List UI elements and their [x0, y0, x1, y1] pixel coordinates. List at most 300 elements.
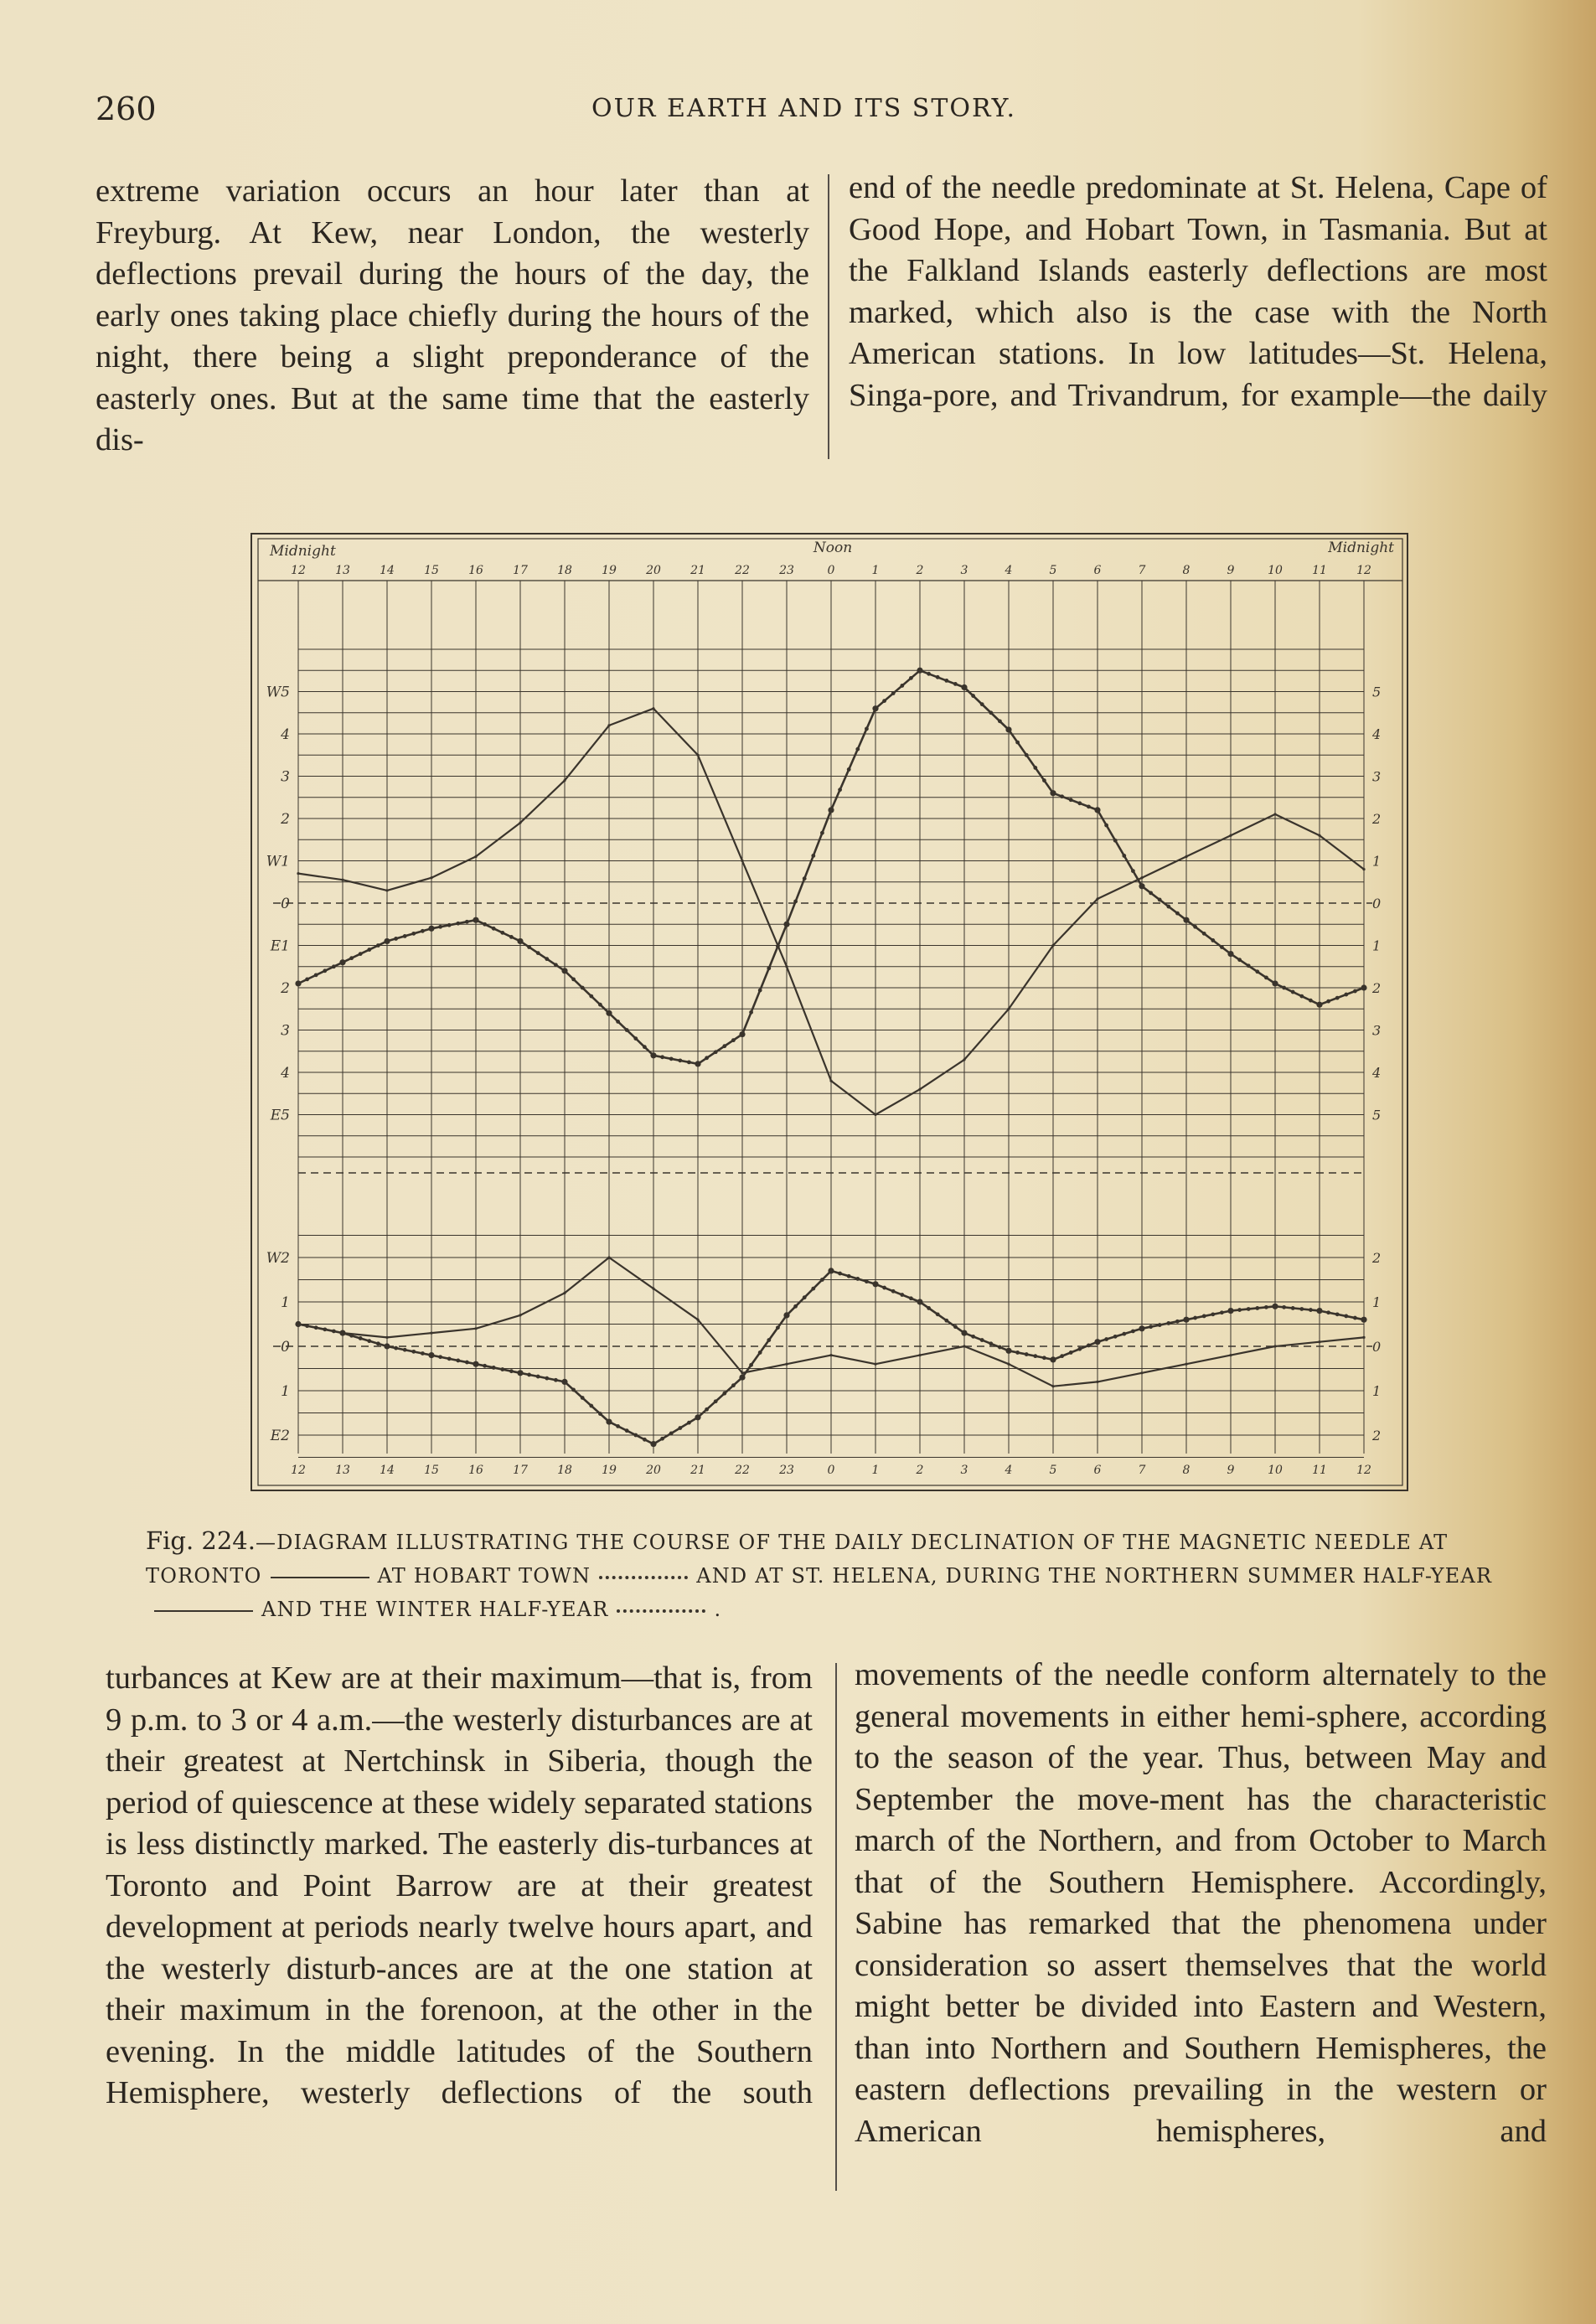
lower-dot-st-helena-winter-half-year [1060, 1354, 1064, 1358]
lower-dot-st-helena-winter-half-year [633, 1433, 638, 1438]
hour-label-bottom: 12 [1356, 1464, 1371, 1477]
upper-dot-hobart-town [1033, 766, 1037, 770]
upper-point-hobart-town [428, 926, 434, 932]
hour-label-bottom: 10 [1268, 1464, 1283, 1477]
caption-part-1: —DIAGRAM ILLUSTRATING THE COURSE OF THE DAILY DECLINATION OF THE MAGNETIC NEEDLE AT TORONTO [146, 1531, 1449, 1588]
upper-dot-hobart-town [438, 925, 442, 929]
lower-dot-st-helena-winter-half-year [571, 1388, 576, 1392]
upper-dot-hobart-town [1122, 854, 1126, 858]
upper-dot-hobart-town [1264, 975, 1268, 979]
figure-number: Fig. 224. [146, 1526, 256, 1555]
lower-dot-st-helena-winter-half-year [847, 1274, 851, 1278]
lower-dot-st-helena-winter-half-year [803, 1295, 807, 1299]
lower-dot-st-helena-winter-half-year [882, 1286, 886, 1290]
upper-dot-hobart-town [678, 1058, 682, 1062]
lower-dot-st-helena-winter-half-year [998, 1345, 1002, 1350]
upper-dot-hobart-town [1025, 753, 1029, 757]
upper-dot-hobart-town [456, 922, 460, 926]
upper-point-hobart-town [339, 959, 345, 965]
hour-label-top: 0 [827, 564, 835, 577]
lower-right-axis-label: 1 [1372, 1383, 1382, 1399]
upper-dot-hobart-town [411, 932, 416, 936]
hour-label-bottom: 13 [335, 1464, 350, 1477]
upper-dot-hobart-town [793, 900, 798, 904]
upper-dot-hobart-town [1282, 986, 1286, 990]
lower-dot-st-helena-winter-half-year [332, 1330, 336, 1334]
upper-dot-hobart-town [1237, 958, 1242, 962]
lower-point-st-helena-winter-half-year [1316, 1308, 1322, 1314]
lower-point-st-helena-winter-half-year [783, 1312, 789, 1318]
upper-right-axis-label: 5 [1372, 1107, 1382, 1123]
lower-point-st-helena-northern-summer-half-year [474, 1327, 477, 1330]
upper-point-hobart-town [1139, 883, 1144, 889]
upper-right-axis-label: 3 [1372, 1022, 1382, 1039]
lower-dot-st-helena-winter-half-year [1220, 1310, 1224, 1314]
upper-dot-hobart-town [314, 973, 318, 977]
lower-dot-st-helena-winter-half-year [855, 1277, 860, 1281]
upper-left-axis-label: 0 [281, 896, 290, 912]
lower-point-st-helena-northern-summer-half-year [1229, 1354, 1232, 1356]
upper-dot-hobart-town [1069, 798, 1073, 802]
upper-dot-hobart-town [936, 675, 940, 679]
lower-dot-st-helena-winter-half-year [421, 1351, 425, 1356]
lower-dot-st-helena-winter-half-year [1042, 1356, 1046, 1360]
lower-point-st-helena-winter-half-year [1272, 1304, 1278, 1309]
lower-dot-st-helena-winter-half-year [314, 1325, 318, 1330]
hour-label-top: 15 [424, 564, 439, 577]
hour-label-top: 22 [735, 564, 750, 577]
hour-label-top: 5 [1049, 564, 1057, 577]
lower-left-axis-label: 1 [281, 1383, 290, 1400]
lower-point-st-helena-winter-half-year [1227, 1308, 1233, 1314]
hour-label-top: 18 [557, 564, 572, 577]
upper-dot-hobart-town [758, 989, 762, 993]
hour-label-top: 12 [291, 564, 306, 577]
upper-dot-hobart-town [376, 943, 380, 948]
caption-part-2: AT HOBART TOWN [377, 1564, 591, 1588]
lower-dot-st-helena-winter-half-year [971, 1335, 975, 1339]
lower-point-st-helena-northern-summer-half-year [1273, 1345, 1276, 1347]
lower-point-st-helena-northern-summer-half-year [1051, 1385, 1054, 1387]
lower-point-st-helena-winter-half-year [384, 1343, 390, 1349]
lower-dot-st-helena-winter-half-year [1069, 1351, 1073, 1355]
lower-point-st-helena-winter-half-year [428, 1352, 434, 1358]
upper-dot-hobart-town [714, 1050, 718, 1054]
lower-dot-st-helena-winter-half-year [1309, 1308, 1313, 1312]
upper-dot-hobart-town [1255, 969, 1259, 973]
upper-point-toronto [607, 724, 610, 726]
lower-dot-st-helena-winter-half-year [705, 1407, 709, 1412]
upper-dot-hobart-town [838, 788, 842, 792]
upper-dot-hobart-town [633, 1036, 638, 1041]
hour-label-bottom: 15 [424, 1464, 439, 1477]
upper-dot-hobart-town [1158, 898, 1162, 902]
upper-dot-hobart-town [980, 702, 984, 706]
hour-label-bottom: 5 [1049, 1464, 1057, 1477]
upper-point-toronto [385, 889, 388, 891]
upper-dot-hobart-town [820, 831, 824, 835]
upper-dot-hobart-town [803, 876, 807, 881]
lower-dot-st-helena-winter-half-year [1025, 1352, 1029, 1356]
hour-label-bottom: 1 [871, 1464, 880, 1477]
upper-dot-hobart-town [687, 1060, 691, 1064]
lower-point-st-helena-winter-half-year [650, 1441, 656, 1447]
lower-dot-st-helena-winter-half-year [323, 1327, 327, 1331]
upper-point-hobart-town [783, 922, 789, 927]
legend-solid-line-2 [154, 1610, 253, 1612]
lower-dot-st-helena-winter-half-year [936, 1312, 940, 1316]
upper-left-axis-label: 2 [281, 980, 290, 997]
hour-label-top: 21 [690, 564, 705, 577]
lower-right-axis-label: 2 [1372, 1250, 1382, 1266]
lower-dot-st-helena-winter-half-year [394, 1346, 398, 1351]
lower-dot-st-helena-winter-half-year [1113, 1335, 1118, 1339]
lower-dot-st-helena-winter-half-year [465, 1361, 469, 1365]
upper-point-toronto [1229, 834, 1232, 837]
upper-point-toronto [829, 1080, 832, 1082]
lower-left-axis-label: 0 [281, 1339, 290, 1356]
lower-dot-st-helena-winter-half-year [1211, 1312, 1215, 1316]
hour-label-top: 10 [1268, 564, 1283, 577]
upper-dot-hobart-town [465, 920, 469, 924]
lower-point-st-helena-winter-half-year [517, 1370, 523, 1376]
upper-dot-hobart-town [421, 929, 425, 933]
upper-dot-hobart-town [581, 986, 585, 990]
upper-right-axis-label: 1 [1372, 937, 1382, 954]
upper-dot-hobart-town [403, 934, 407, 938]
lower-point-st-helena-northern-summer-half-year [963, 1345, 965, 1347]
upper-dot-hobart-town [625, 1028, 629, 1032]
lower-dot-st-helena-winter-half-year [891, 1289, 896, 1294]
lower-point-st-helena-northern-summer-half-year [1318, 1340, 1320, 1343]
hour-label-bottom: 20 [646, 1464, 661, 1477]
lower-point-st-helena-winter-half-year [739, 1375, 745, 1381]
lower-dot-st-helena-winter-half-year [305, 1324, 309, 1328]
upper-right-axis-label: 1 [1372, 853, 1382, 870]
lower-point-st-helena-winter-half-year [606, 1419, 612, 1425]
upper-dot-hobart-town [1175, 912, 1180, 916]
upper-left-axis-label: 3 [281, 768, 290, 786]
upper-dot-hobart-town [767, 966, 771, 970]
upper-dot-hobart-town [447, 923, 452, 927]
caption-part-4: AND THE WINTER HALF-YEAR [261, 1598, 609, 1621]
upper-point-toronto [1185, 855, 1187, 858]
upper-left-axis-label: 2 [281, 811, 290, 828]
lower-point-st-helena-winter-half-year [828, 1268, 834, 1273]
hour-label-bottom: 4 [1005, 1464, 1013, 1477]
upper-right-axis-label: 2 [1372, 980, 1382, 996]
upper-dot-hobart-town [1077, 801, 1082, 805]
upper-left-axis-label: 3 [281, 1022, 290, 1040]
upper-dot-hobart-town [855, 747, 860, 751]
upper-point-toronto [918, 1088, 921, 1091]
lower-point-st-helena-northern-summer-half-year [1362, 1336, 1365, 1339]
upper-dot-hobart-town [660, 1055, 664, 1059]
lower-point-st-helena-winter-half-year [561, 1379, 567, 1385]
upper-dot-hobart-town [323, 968, 327, 973]
lower-dot-st-helena-winter-half-year [1158, 1323, 1162, 1327]
hour-label-top: 1 [871, 564, 880, 577]
lower-dot-st-helena-winter-half-year [953, 1325, 958, 1329]
upper-right-axis-label: 3 [1372, 768, 1382, 785]
upper-left-axis-label: E5 [270, 1107, 290, 1124]
lower-point-st-helena-northern-summer-half-year [1096, 1381, 1098, 1383]
upper-dot-hobart-town [554, 963, 558, 967]
upper-dot-hobart-town [891, 691, 896, 695]
upper-point-hobart-town [606, 1010, 612, 1016]
upper-dot-hobart-town [944, 679, 948, 683]
upper-point-hobart-town [1361, 984, 1366, 990]
lower-left-axis-label: E2 [270, 1428, 290, 1444]
page-number: 260 [96, 90, 157, 127]
upper-dot-hobart-town [1060, 794, 1064, 798]
lower-dot-st-helena-winter-half-year [545, 1376, 549, 1381]
lower-dot-st-helena-winter-half-year [1237, 1308, 1242, 1312]
lower-dot-st-helena-winter-half-year [625, 1428, 629, 1433]
upper-dot-hobart-town [1309, 999, 1313, 1003]
lower-dot-st-helena-winter-half-year [1175, 1320, 1180, 1324]
lower-point-st-helena-winter-half-year [473, 1361, 478, 1367]
upper-point-toronto [297, 872, 299, 875]
upper-point-toronto [563, 779, 566, 782]
upper-dot-hobart-town [847, 767, 851, 772]
upper-dot-hobart-town [669, 1056, 674, 1061]
lower-dot-st-helena-winter-half-year [1335, 1312, 1340, 1316]
upper-point-hobart-town [872, 705, 878, 711]
hour-label-top: 14 [380, 564, 395, 577]
upper-dot-hobart-town [705, 1056, 709, 1060]
lower-dot-st-helena-winter-half-year [367, 1339, 371, 1343]
lower-dot-st-helena-winter-half-year [767, 1338, 771, 1342]
upper-point-hobart-town [384, 938, 390, 944]
lower-dot-st-helena-winter-half-year [927, 1306, 931, 1310]
declination-diagram [248, 524, 1413, 1495]
upper-dot-hobart-town [1104, 824, 1108, 828]
lower-point-st-helena-northern-summer-half-year [430, 1332, 432, 1335]
lower-point-st-helena-winter-half-year [1361, 1317, 1366, 1323]
lower-dot-st-helena-winter-half-year [1166, 1321, 1170, 1325]
lower-dot-st-helena-winter-half-year [1353, 1316, 1357, 1320]
upper-dot-hobart-town [394, 937, 398, 941]
upper-dot-hobart-town [1220, 945, 1224, 949]
lower-dot-st-helena-winter-half-year [1193, 1316, 1197, 1320]
lower-dot-st-helena-winter-half-year [411, 1350, 416, 1354]
hour-label-top: 3 [960, 564, 968, 577]
hour-label-top: 6 [1093, 564, 1102, 577]
lower-point-st-helena-winter-half-year [1050, 1356, 1056, 1362]
legend-dotted-line [599, 1576, 688, 1579]
upper-point-toronto [652, 707, 654, 710]
lower-dot-st-helena-winter-half-year [989, 1341, 993, 1345]
upper-point-hobart-town [517, 938, 523, 944]
figure-caption [146, 1524, 1511, 1626]
hour-label-top: 20 [646, 564, 661, 577]
upper-dot-hobart-town [909, 676, 913, 680]
lower-dot-st-helena-winter-half-year [1299, 1307, 1304, 1311]
lower-dot-st-helena-winter-half-year [1326, 1310, 1330, 1314]
hour-label-top: 7 [1138, 564, 1146, 577]
upper-dot-hobart-town [900, 684, 904, 688]
upper-point-toronto [963, 1058, 965, 1061]
upper-point-hobart-town [1094, 807, 1100, 813]
hour-label-bottom: 16 [468, 1464, 483, 1477]
upper-point-hobart-town [1316, 1002, 1322, 1008]
hour-label-top: 23 [779, 564, 794, 577]
lower-dot-st-helena-winter-half-year [944, 1319, 948, 1323]
upper-left-axis-label: W1 [266, 853, 290, 870]
lower-point-st-helena-winter-half-year [961, 1330, 967, 1336]
upper-dot-hobart-town [882, 699, 886, 703]
lower-dot-st-helena-winter-half-year [376, 1341, 380, 1345]
hour-label-top: 9 [1227, 564, 1235, 577]
upper-right-axis-label: 2 [1372, 811, 1382, 827]
upper-right-axis-label: 5 [1372, 684, 1382, 700]
upper-point-toronto [1096, 897, 1098, 900]
lower-dot-st-helena-winter-half-year [820, 1278, 824, 1282]
upper-dot-hobart-town [367, 948, 371, 952]
lower-dot-st-helena-winter-half-year [1255, 1306, 1259, 1310]
upper-dot-hobart-town [749, 1010, 753, 1015]
lower-point-st-helena-winter-half-year [1139, 1325, 1144, 1331]
hour-label-bottom: 22 [735, 1464, 750, 1477]
upper-point-hobart-town [1227, 951, 1233, 957]
upper-point-toronto [474, 855, 477, 858]
upper-point-toronto [430, 876, 432, 879]
lower-dot-st-helena-winter-half-year [714, 1399, 718, 1403]
upper-dot-hobart-town [483, 922, 487, 927]
lower-dot-st-helena-winter-half-year [1344, 1314, 1348, 1319]
upper-right-axis-label: 0 [1372, 896, 1382, 912]
lower-dot-st-helena-winter-half-year [456, 1359, 460, 1363]
lower-point-st-helena-winter-half-year [1183, 1317, 1189, 1323]
upper-dot-hobart-town [492, 927, 496, 931]
lower-dot-st-helena-winter-half-year [909, 1296, 913, 1300]
upper-dot-hobart-town [971, 694, 975, 698]
lower-dot-st-helena-winter-half-year [669, 1431, 674, 1435]
lower-dot-st-helena-winter-half-year [1104, 1337, 1108, 1341]
upper-point-toronto [741, 860, 743, 862]
lower-point-st-helena-northern-summer-half-year [607, 1256, 610, 1258]
upper-dot-hobart-town [616, 1020, 620, 1024]
lower-point-st-helena-northern-summer-half-year [1140, 1371, 1143, 1374]
hour-label-top: 11 [1312, 564, 1327, 577]
legend-solid-line [271, 1577, 369, 1578]
upper-dot-hobart-town [1335, 996, 1340, 1000]
lower-dot-st-helena-winter-half-year [1131, 1330, 1135, 1334]
upper-dot-hobart-town [1202, 932, 1206, 936]
lower-point-st-helena-northern-summer-half-year [874, 1363, 876, 1366]
upper-dot-hobart-town [927, 672, 931, 676]
text-column-top-right: end of the needle predominate at St. Helena, Cape of Good Hope, and Hobart Town, in Tasmania. But at the Falkland Islands easterly deflections are most marked, which also is the case with the North American stations. In low latitudes—St. Helena, Singa-pore, and Trivandrum, for example—the daily [849, 170, 1547, 413]
lower-right-axis-label: 1 [1372, 1294, 1382, 1310]
lower-dot-st-helena-winter-half-year [1077, 1347, 1082, 1351]
upper-dot-hobart-town [509, 935, 514, 939]
hour-label-top: 13 [335, 564, 350, 577]
upper-point-toronto [1273, 813, 1276, 815]
upper-dot-hobart-town [722, 1044, 726, 1048]
lower-dot-st-helena-winter-half-year [1247, 1307, 1251, 1311]
hour-label-top: 8 [1182, 564, 1191, 577]
lower-dot-st-helena-winter-half-year [1291, 1306, 1295, 1310]
lower-point-st-helena-northern-summer-half-year [918, 1354, 921, 1356]
lower-point-st-helena-northern-summer-half-year [385, 1336, 388, 1339]
legend-dotted-line-2 [617, 1609, 705, 1613]
text-column-top-left: extreme variation occurs an hour later than at Freyburg. At Kew, near London, the westerly deflections prevail during the hours of the day, the early ones taking place chiefly during the hours of the night, there being a slight preponderance of the easterly ones. But at the same time that the easterly dis- [96, 173, 809, 457]
lower-point-st-helena-northern-summer-half-year [563, 1292, 566, 1294]
upper-point-hobart-town [828, 807, 834, 813]
upper-dot-hobart-town [1211, 938, 1215, 943]
lower-dot-st-helena-winter-half-year [1149, 1325, 1153, 1329]
hour-label-bottom: 2 [916, 1464, 924, 1477]
lower-dot-st-helena-winter-half-year [509, 1369, 514, 1373]
lower-dot-st-helena-winter-half-year [527, 1373, 531, 1377]
lower-right-axis-label: 0 [1372, 1339, 1382, 1355]
lower-dot-st-helena-winter-half-year [500, 1367, 504, 1371]
upper-point-toronto [519, 821, 521, 824]
lower-point-st-helena-northern-summer-half-year [519, 1314, 521, 1316]
hour-label-bottom: 6 [1093, 1464, 1102, 1477]
lower-dot-st-helena-winter-half-year [359, 1336, 363, 1340]
hour-label-bottom: 0 [827, 1464, 835, 1477]
hour-label-bottom: 12 [291, 1464, 306, 1477]
upper-dot-hobart-town [1113, 839, 1118, 843]
lower-point-st-helena-northern-summer-half-year [741, 1371, 743, 1374]
lower-point-st-helena-winter-half-year [339, 1330, 345, 1336]
upper-left-axis-label: 4 [281, 726, 290, 743]
lower-dot-st-helena-winter-half-year [483, 1364, 487, 1368]
lower-dot-st-helena-winter-half-year [980, 1338, 984, 1342]
label-midnight-left: Midnight [270, 543, 336, 560]
hour-label-top: 4 [1005, 564, 1013, 577]
lower-left-axis-label: 1 [281, 1294, 290, 1311]
lower-dot-st-helena-winter-half-year [749, 1363, 753, 1367]
upper-dot-hobart-town [349, 956, 354, 960]
upper-point-hobart-town [295, 980, 301, 986]
lower-dot-st-helena-winter-half-year [598, 1412, 602, 1416]
upper-point-hobart-town [473, 917, 478, 923]
label-midnight-right: Midnight [1328, 540, 1394, 556]
caption-part-3: AND AT ST. HELENA, DURING THE NORTHERN SUMMER HALF-YEAR [696, 1564, 1493, 1588]
upper-left-axis-label: 4 [281, 1065, 290, 1082]
running-head: OUR EARTH AND ITS STORY. [591, 94, 1017, 123]
lower-dot-st-helena-winter-half-year [492, 1366, 496, 1370]
lower-dot-st-helena-winter-half-year [1202, 1314, 1206, 1319]
upper-dot-hobart-town [811, 854, 815, 858]
lower-point-st-helena-winter-half-year [295, 1321, 301, 1327]
lower-dot-st-helena-winter-half-year [447, 1356, 452, 1361]
upper-point-toronto [1362, 868, 1365, 870]
upper-dot-hobart-town [1291, 990, 1295, 994]
hour-label-top: 17 [513, 564, 528, 577]
lower-dot-st-helena-winter-half-year [758, 1351, 762, 1355]
lower-dot-st-helena-winter-half-year [349, 1334, 354, 1338]
hour-label-bottom: 8 [1182, 1464, 1191, 1477]
upper-right-axis-label: 4 [1372, 726, 1382, 742]
lower-point-st-helena-winter-half-year [917, 1299, 922, 1304]
lower-dot-st-helena-winter-half-year [678, 1426, 682, 1430]
upper-point-hobart-town [1272, 980, 1278, 986]
hour-label-bottom: 19 [602, 1464, 617, 1477]
lower-point-st-helena-northern-summer-half-year [696, 1319, 699, 1321]
upper-point-toronto [1140, 876, 1143, 879]
lower-dot-st-helena-winter-half-year [687, 1421, 691, 1425]
upper-dot-hobart-town [1353, 989, 1357, 994]
upper-point-hobart-town [739, 1031, 745, 1037]
upper-dot-hobart-town [1015, 741, 1020, 745]
hour-label-bottom: 21 [690, 1464, 705, 1477]
upper-point-hobart-town [561, 968, 567, 973]
lower-dot-st-helena-winter-half-year [1264, 1305, 1268, 1309]
